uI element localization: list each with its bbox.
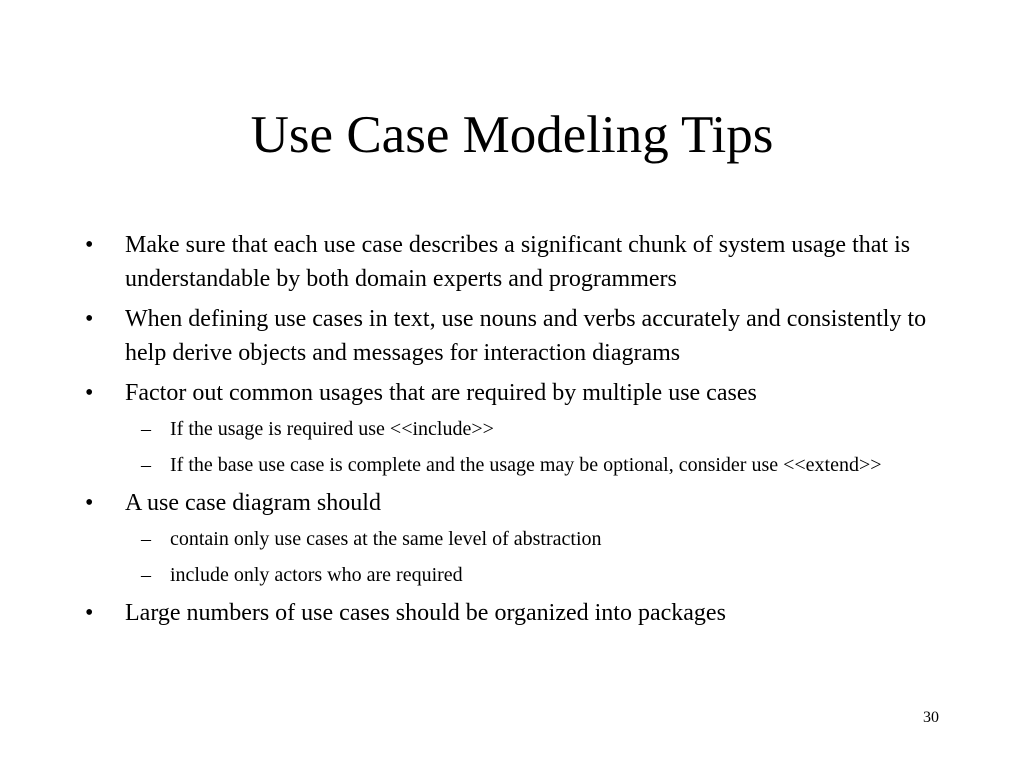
- dash-marker: –: [141, 418, 151, 440]
- bullet-text: When defining use cases in text, use nouns and verbs accurately and consistently to help derive objects and messages for interaction diagrams: [125, 306, 927, 366]
- bullet-marker: •: [85, 600, 94, 626]
- sub-bullet-list: [125, 524, 945, 590]
- dash-marker: –: [141, 564, 151, 586]
- bullet-marker: •: [85, 306, 94, 332]
- sub-bullet-item: [125, 414, 945, 444]
- bullet-text: Large numbers of use cases should be organized into packages: [125, 600, 726, 626]
- page-number: 30: [923, 709, 939, 726]
- bullet-item: [85, 228, 945, 296]
- sub-bullet-text: contain only use cases at the same level of abstraction: [170, 528, 602, 550]
- bullet-item: [85, 486, 945, 590]
- bullet-marker: •: [85, 490, 94, 516]
- bullet-marker: •: [85, 380, 94, 406]
- bullet-item: [85, 302, 945, 370]
- slide-title: Use Case Modeling Tips: [250, 106, 774, 164]
- bullet-text: Make sure that each use case describes a significant chunk of system usage that is understandable by both domain experts and programmers: [125, 232, 911, 292]
- bullet-text: A use case diagram should: [125, 490, 381, 516]
- sub-bullet-list: [125, 414, 945, 480]
- bullet-marker: •: [85, 232, 94, 258]
- bullet-text: Factor out common usages that are required by multiple use cases: [125, 380, 757, 406]
- sub-bullet-item: [125, 450, 945, 480]
- sub-bullet-item: [125, 524, 945, 554]
- sub-bullet-text: If the usage is required use <<include>>: [170, 418, 494, 440]
- sub-bullet-item: [125, 560, 945, 590]
- dash-marker: –: [141, 454, 151, 476]
- bullet-list: [85, 228, 945, 636]
- sub-bullet-text: include only actors who are required: [170, 564, 463, 586]
- bullet-item: [85, 376, 945, 480]
- sub-bullet-text: If the base use case is complete and the usage may be optional, consider use <<extend>>: [170, 454, 882, 476]
- bullet-item: [85, 596, 945, 630]
- dash-marker: –: [141, 528, 151, 550]
